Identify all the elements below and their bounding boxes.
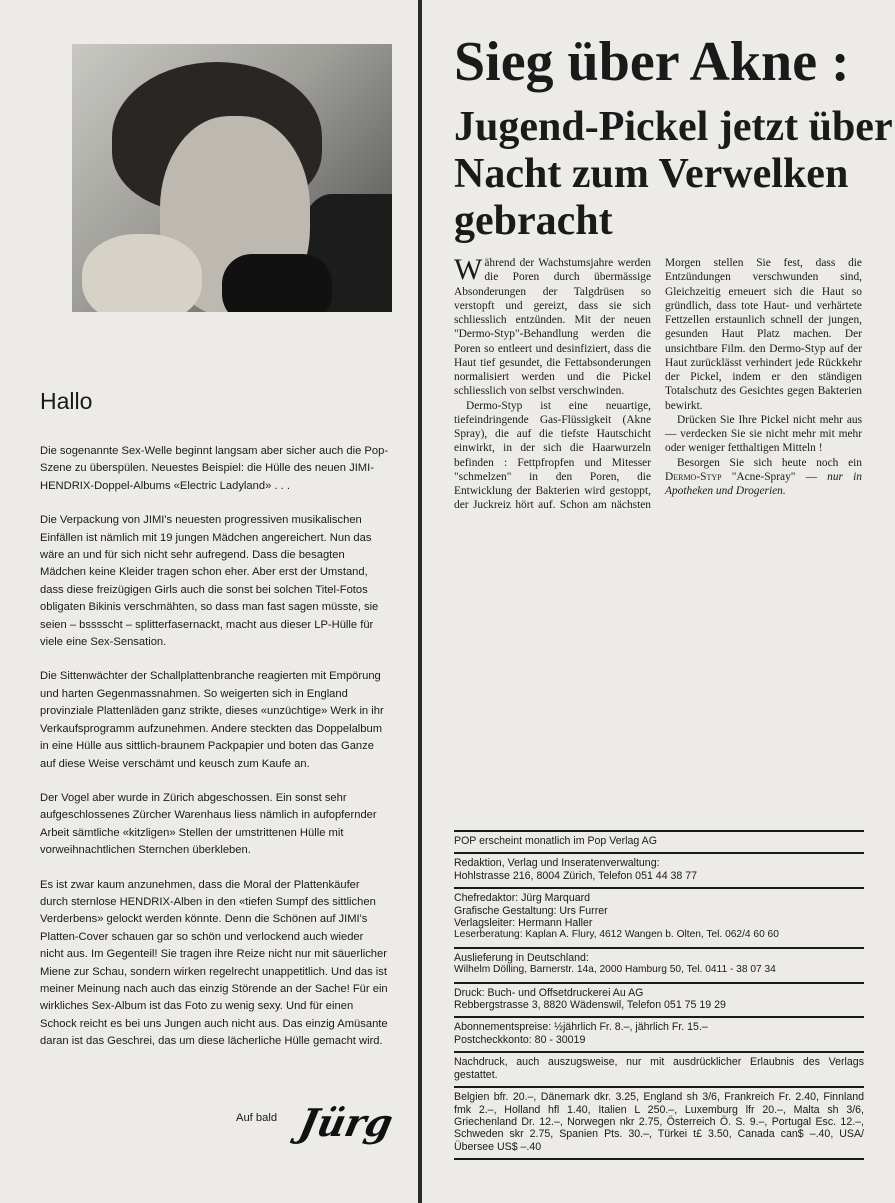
product-name: "Acne-Spray" — <box>731 470 817 483</box>
imprint-line: Wilhelm Dölling, Barnerstr. 14a, 2000 Hamburg 50, Tel. 0411 - 38 07 34 <box>454 964 776 976</box>
advert-body <box>454 253 862 556</box>
availability-note: nur in Apotheken und Drogerien. <box>665 470 862 497</box>
imprint-line: Hohlstrasse 216, 8004 Zürich, Telefon 051 44 38 77 <box>454 869 698 882</box>
advert-paragraph: Dermo-Styp ist eine neuartige, tiefeindringende Gas-Flüssigkeit (Akne Spray), die auf die tiefste Hautschicht einwirkt, in der sich die Haarwurzeln befinden : Fettpfropfen und Mitesser "schmelzen" in den Poren, die Entwicklung der Bakterien wird gestoppt, der Juckreiz hört auf. Schon am nächsten Morgen stellen Sie fest, dass die Entzündungen verschwunden sind, Gleichzeitig erneuert sich die Haut so gründlich, dass tote Haut- und verhärtete Fettzellen erstaunlich schnell der jungen, gesunden Haut Platz machen. Der unsichtbare Film. den Dermo-Styp auf der Haut zurücklässt verhindert jede Rückkehr der Pickel, indem er den ständigen Totalschutz des Gesichtes gegen Bakterien bewirkt. <box>454 257 862 512</box>
imprint-line: Nachdruck, auch auszugsweise, nur mit ausdrücklicher Erlaubnis des Verlags gestattet. <box>454 1056 864 1081</box>
advert-headline: Sieg über Akne : <box>454 31 850 93</box>
advert-subheadline: Jugend-Pickel jetzt über Nacht zum Verwelken gebracht <box>454 104 892 244</box>
imprint-line: Abonnementspreise: ½jährlich Fr. 8.–, jährlich Fr. 15.– <box>454 1021 708 1034</box>
imprint-line: Chefredaktor: Jürg Marquard <box>454 892 591 905</box>
telephone-icon <box>222 254 332 312</box>
imprint-line: Leserberatung: Kaplan A. Flury, 4612 Wangen b. Olten, Tel. 062/4 60 60 <box>454 929 779 941</box>
imprint-line: Grafische Gestaltung: Urs Furrer <box>454 904 608 917</box>
imprint-block <box>454 982 864 1017</box>
photo-hand <box>82 234 202 312</box>
editorial-paragraph: Die Sittenwächter der Schallplattenbranche reagierten mit Empörung und harten Gegenmassnahmen. So weigerten sich in England provinziale Plattenläden ganz strikte, dieses «unzüchtige» Werk in ihr Verkaufsprogramm aufzunehmen. Andere steckten das Doppelalbum in eine Hülle aus sittlich-braunem Packpapier und boten das Ganze auf diese Weise verschämt und keusch zum Kaufe an. <box>40 670 384 770</box>
editor-photo <box>72 44 392 312</box>
advert-paragraph: Drücken Sie Ihre Pickel nicht mehr aus — verdecken Sie sie nicht mehr mit mehr oder weniger fetthaltigen Mitteln ! <box>665 413 862 455</box>
advert-paragraph <box>665 456 862 499</box>
imprint-block <box>454 852 864 887</box>
imprint-line: Druck: Buch- und Offsetdruckerei Au AG <box>454 986 644 999</box>
advert-paragraph <box>454 253 651 399</box>
imprint-block <box>454 1086 864 1160</box>
imprint-box <box>454 830 864 1160</box>
imprint-block <box>454 887 864 947</box>
drop-cap: W <box>454 253 483 286</box>
advert-cta-text: Besorgen Sie sich heute noch ein <box>677 456 862 469</box>
brand-name: Dermo-Styp <box>665 470 722 483</box>
signoff-text: Auf bald <box>236 1112 278 1124</box>
imprint-line: Verlagsleiter: Hermann Haller <box>454 917 593 930</box>
imprint-line: Postcheckkonto: 80 - 30019 <box>454 1033 586 1046</box>
editorial-paragraph: Die Verpackung von JIMI's neuesten progressiven musikalischen Einfällen ist nämlich mit 19 jungen Mädchen angereichert. Nun das wäre an und für sich nicht sehr aufregend. Dass die besagten Mädchen keine Kleider tragen schon eher. Aber erst der Umstand, dass diese freizügigen Girls auch die sonst bei solchen Titel-Fotos obligaten Bikinis verschmähten, so dass man fast sagen müsste, sie seien – bsssscht – splitterfasernackt, macht aus dieser LP-Hülle für viele eine Sex-Sensation. <box>40 514 379 649</box>
imprint-line: POP erscheint monatlich im Pop Verlag AG <box>454 835 657 847</box>
editorial-column <box>0 0 418 1203</box>
handwritten-signature: Jürg <box>295 1100 397 1145</box>
advert-paragraph-text: ährend der Wachstumsjahre werden die Poren durch übermässige Absonderungen der Talgdrüsen so verstopft und gereizt, dass sie sich schliesslich entzünden. Mit der neuen "Dermo-Styp"-Behandlung werden die Poren so entleert und desinfiziert, dass die Haut tief gesundet, die Fettabsonderungen normalisiert werden und die Pickel schliesslich von selbst verschwinden. <box>454 257 651 398</box>
imprint-line: Auslieferung in Deutschland: <box>454 951 589 964</box>
imprint-block <box>454 830 864 852</box>
imprint-prices: Belgien bfr. 20.–, Dänemark dkr. 3.25, England sh 3/6, Frankreich Fr. 2.40, Finnland fmk 2.–, Holland hfl 1.40, Italien L 250.–, Luxemburg lfr 20.–, Malta sh 3/6, Griechenland Dr. 12.–, Norwegen nkr 2.75, Österreich Ö. S. 9.–, Portugal Esc. 12.–, Schweden skr 2.75, Spanien Pts. 30.–, Türkei t£ 3.50, Canada can$ –.40, USA/Übersee US$ –.40 <box>454 1091 864 1153</box>
editorial-paragraph: Es ist zwar kaum anzunehmen, dass die Moral der Plattenkäufer durch sternlose HENDRIX-Alben in den «tiefen Sumpf des sittlichen Verderbens» gelockt werden könnte. Denn die Schönen auf JIMI's Platten-Cover schauen gar so schön und verlockend auch wieder nicht aus. Im Gegenteil! Sie tragen ihre Reize nicht nur mit säuerlicher Miene zur Schau, sondern wirken regelrecht unappetitlich. Und das ist meiner Meinung nach auch das einzig Störende an der Sache! Für ein wirkliches Sex-Album ist das Foto zu wenig sexy. Und für einen Schock reicht es bei uns Jungen auch nicht aus. Das einzig Amüsante daran ist das Geschrei, das um diese lächerliche Hülle gemacht wird. <box>40 878 388 1048</box>
imprint-line: Rebbergstrasse 3, 8820 Wädenswil, Telefon 051 75 19 29 <box>454 999 726 1012</box>
editorial-heading: Hallo <box>40 388 93 414</box>
editorial-body <box>40 443 390 1068</box>
advert-column <box>422 0 895 1203</box>
editorial-paragraph: Der Vogel aber wurde in Zürich abgeschossen. Ein sonst sehr aufgeschlossenes Zürcher Warenhaus liess nämlich in aufopfernder Arbeit sämtliche «kitzligen» Stellen der umstrittenen Hülle mit vorweihnachtlichen Sternchen überkleben. <box>40 791 377 857</box>
imprint-block <box>454 947 864 982</box>
imprint-block <box>454 1051 864 1086</box>
editorial-paragraph: Die sogenannte Sex-Welle beginnt langsam aber sicher auch die Pop-Szene zu überspülen. Neuestes Beispiel: die Hülle des neuen JIMI-HENDRIX-Doppel-Albums «Electric Ladyland» . . . <box>40 445 389 492</box>
imprint-block <box>454 1016 864 1051</box>
imprint-line: Redaktion, Verlag und Inseratenverwaltung: <box>454 857 660 870</box>
